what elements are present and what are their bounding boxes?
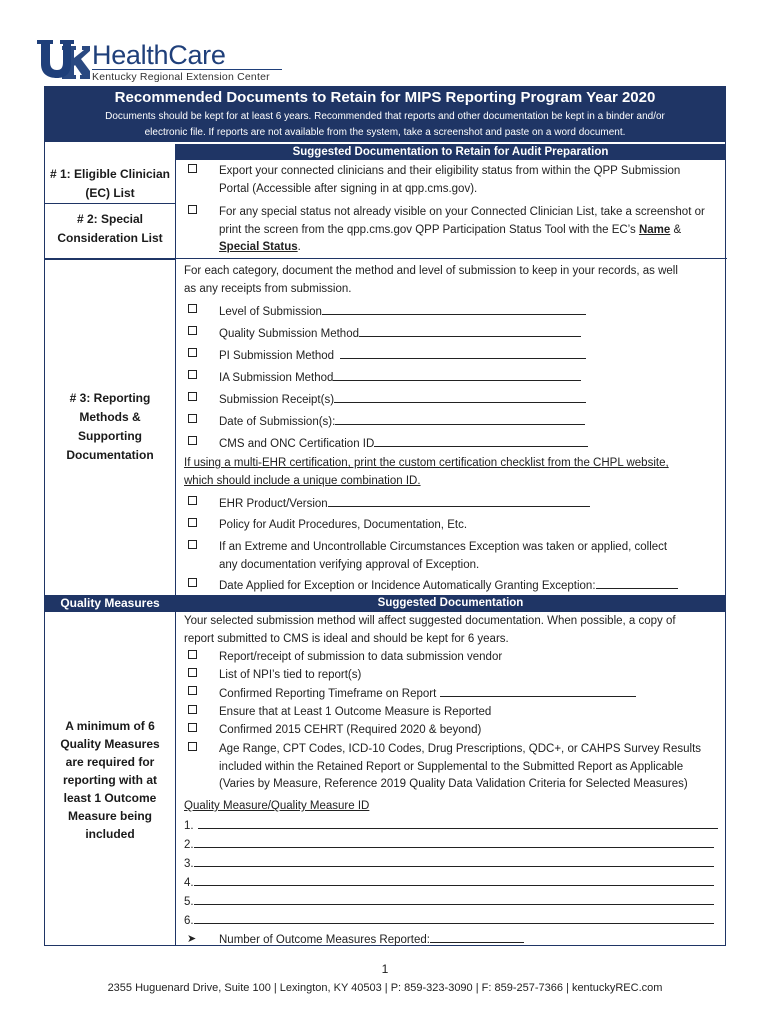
quality-note-line: are required for [65, 755, 155, 769]
measure-line [184, 855, 719, 874]
level-of-submission-blank[interactable] [322, 303, 586, 315]
measure-number: 1. [184, 820, 194, 832]
logo-name: HealthCare [92, 40, 226, 70]
checkbox[interactable] [188, 578, 197, 587]
item2-label [45, 210, 175, 248]
measure-blank[interactable] [194, 893, 714, 905]
measure-blank[interactable] [194, 874, 714, 886]
receipts-label: Submission Receipt(s) [219, 394, 335, 406]
checkbox[interactable] [188, 540, 197, 549]
measure-number: 2. [184, 839, 194, 851]
reporting-intro-line1: For each category, document the method and level of submission to keep in your records, as well [184, 265, 678, 277]
quality-intro-line2: report submitted to CMS is ideal and should be kept for 6 years. [184, 632, 509, 645]
date-applied-label: Date Applied for Exception or Incidence Automatically Granting Exception: [219, 580, 596, 592]
logo-subtitle: Kentucky Regional Extension Center [92, 69, 282, 83]
quality-item-label: Age Range, CPT Codes, ICD-10 Codes, Drug Prescriptions, QDC+, or CAHPS Survey Results [219, 743, 702, 755]
checkbox[interactable] [188, 304, 197, 313]
quality-item-label: Report/receipt of submission to data submission vendor [219, 651, 503, 663]
measure-line [184, 817, 719, 836]
quality-note-line: reporting with at [63, 773, 157, 787]
checkbox[interactable] [188, 370, 197, 379]
pi-method-label: PI Submission Method [219, 350, 335, 362]
reporting-intro-line2: as any receipts from submission. [184, 282, 352, 295]
ehr-product-blank[interactable] [328, 495, 590, 507]
pi-method-blank[interactable] [340, 347, 586, 359]
measure-heading: Quality Measure/Quality Measure ID [184, 800, 370, 812]
kentucky-healthcare-logo [36, 38, 296, 84]
name-emphasis: Name [638, 223, 671, 236]
quality-heading: Suggested Documentation [176, 595, 725, 612]
documents-table [44, 86, 726, 946]
checkbox[interactable] [188, 742, 197, 751]
quality-intro-line1: Your selected submission method will affect suggested documentation. When possible, a copy of [184, 615, 676, 627]
period: . [297, 241, 301, 253]
item1-label [45, 165, 175, 203]
quality-method-label: Quality Submission Method [219, 328, 359, 340]
item3-label [45, 389, 175, 465]
timeframe-blank[interactable] [440, 685, 636, 697]
level-of-submission-label: Level of Submission [219, 306, 322, 318]
checkbox[interactable] [188, 392, 197, 401]
quality-minimum-note [45, 717, 175, 843]
exception-line2: any documentation verifying approval of Exception. [219, 558, 480, 571]
content-column [184, 163, 719, 946]
quality-item-label: List of NPI’s tied to report(s) [219, 669, 362, 681]
quality-note-line: A minimum of 6 [65, 719, 155, 733]
measure-line [184, 836, 719, 855]
receipts-blank[interactable] [334, 391, 586, 403]
quality-item-label: Ensure that at Least 1 Outcome Measure is Reported [219, 706, 492, 718]
checkbox[interactable] [188, 205, 197, 214]
page-title: Recommended Documents to Retain for MIPS Reporting Program Year 2020 [45, 87, 725, 108]
quality-note-line: Quality Measures [60, 737, 160, 751]
item2-label-line2: Consideration List [57, 231, 163, 245]
quality-item-continued: included within the Retained Report or Supplemental to the Submitted Report as Applicable [219, 760, 684, 773]
arrow-bullet-icon: ➤ [187, 933, 197, 945]
multi-ehr-line1: If using a multi-EHR certification, print the custom certification checklist from the CHPL website, [184, 457, 669, 469]
item3-label-line: Supporting [78, 429, 142, 443]
item2-text: print the screen from the qpp.cms.gov QPP Participation Status Tool with the EC’s [219, 223, 639, 236]
date-blank[interactable] [335, 413, 585, 425]
ia-method-blank[interactable] [333, 369, 581, 381]
measure-blank[interactable] [194, 912, 714, 924]
audit-policy-label: Policy for Audit Procedures, Documentation, Etc. [219, 519, 468, 531]
multi-ehr-note [184, 455, 719, 490]
retention-note-line2: electronic file. If reports are not available from the system, take a screenshot and paste on a word document. [144, 127, 626, 138]
checkbox[interactable] [188, 668, 197, 677]
footer-address: 2355 Huguenard Drive, Suite 100 | Lexington, KY 40503 | P: 859-323-3090 | F: 859-257-7366 | kentuckyREC.com [107, 982, 663, 994]
special-status-emphasis: Special Status [219, 241, 298, 253]
checkbox[interactable] [188, 650, 197, 659]
checkbox[interactable] [188, 518, 197, 527]
checkbox[interactable] [188, 496, 197, 505]
item1-text-line1: Export your connected clinicians and their eligibility status from within the QPP Submission [219, 165, 681, 177]
item1-text-line2: Portal (Accessible after signing in at qpp.cms.gov). [219, 182, 478, 195]
cert-id-blank[interactable] [374, 435, 588, 447]
item3-label-line: Methods & [79, 410, 141, 424]
quality-note-line: Measure being [67, 809, 153, 823]
retention-note-line1: Documents should be kept for at least 6 years. Recommended that reports and other documentation be kept in a binder and/or [105, 111, 665, 122]
column-divider [175, 144, 176, 945]
checkbox[interactable] [188, 686, 197, 695]
checkbox[interactable] [188, 164, 197, 173]
measure-line [184, 912, 719, 931]
retention-note [45, 108, 725, 142]
quality-item-label: Confirmed Reporting Timeframe on Report [219, 688, 437, 700]
exception-line1: If an Extreme and Uncontrollable Circumstances Exception was taken or applied, collect [219, 541, 668, 553]
date-label: Date of Submission(s): [219, 416, 336, 428]
measure-line [184, 893, 719, 912]
item1-label-line2: (EC) List [85, 186, 135, 200]
reporting-intro [184, 263, 719, 298]
quality-note-line: included [85, 827, 135, 841]
measure-number: 5. [184, 896, 194, 908]
multi-ehr-line2: which should include a unique combination ID. [184, 474, 421, 487]
quality-measures-label: Quality Measures [45, 595, 175, 612]
measure-blank[interactable] [194, 836, 714, 848]
ia-method-label: IA Submission Method [219, 372, 334, 384]
item3-label-line: Documentation [66, 448, 154, 462]
quality-item-continued: (Varies by Measure, Reference 2019 Quality Data Validation Criteria for Selected Measures) [219, 778, 688, 790]
quality-method-blank[interactable] [359, 325, 581, 337]
item2-text-line3 [219, 239, 719, 257]
measure-blank[interactable] [194, 855, 714, 867]
item2-text-line1: For any special status not already visible on your Connected Clinician List, take a screenshot or [219, 206, 705, 218]
outcome-count-blank[interactable] [430, 931, 524, 943]
checkbox[interactable] [188, 326, 197, 335]
audit-heading: Suggested Documentation to Retain for Audit Preparation [176, 144, 725, 160]
item2-label-line1: # 2: Special [76, 212, 144, 226]
row-divider [45, 259, 175, 260]
date-applied-blank[interactable] [596, 577, 678, 589]
ehr-product-label: EHR Product/Version [219, 498, 328, 510]
checkbox[interactable] [188, 723, 197, 732]
item1-label-line1: # 1: Eligible Clinician [49, 167, 171, 181]
item3-label-line: # 3: Reporting [69, 391, 151, 405]
measure-blank[interactable] [198, 817, 718, 829]
checkbox[interactable] [188, 705, 197, 714]
measure-line [184, 874, 719, 893]
outcome-count-label: Number of Outcome Measures Reported: [219, 934, 430, 946]
item2-text-line2 [219, 222, 719, 240]
quality-note-line: least 1 Outcome [63, 791, 157, 805]
uk-logo-icon [36, 38, 90, 82]
ampersand: & [670, 223, 682, 236]
page-number: 1 [381, 962, 389, 976]
measure-number: 4. [184, 877, 194, 889]
quality-intro [184, 613, 719, 648]
row-divider [45, 203, 175, 204]
checkbox[interactable] [188, 414, 197, 423]
cert-id-label: CMS and ONC Certification ID [219, 438, 375, 450]
quality-item-label: Confirmed 2015 CEHRT (Required 2020 & beyond) [219, 724, 482, 736]
measure-number: 6. [184, 915, 194, 927]
checkbox[interactable] [188, 348, 197, 357]
checkbox[interactable] [188, 436, 197, 445]
measure-number: 3. [184, 858, 194, 870]
